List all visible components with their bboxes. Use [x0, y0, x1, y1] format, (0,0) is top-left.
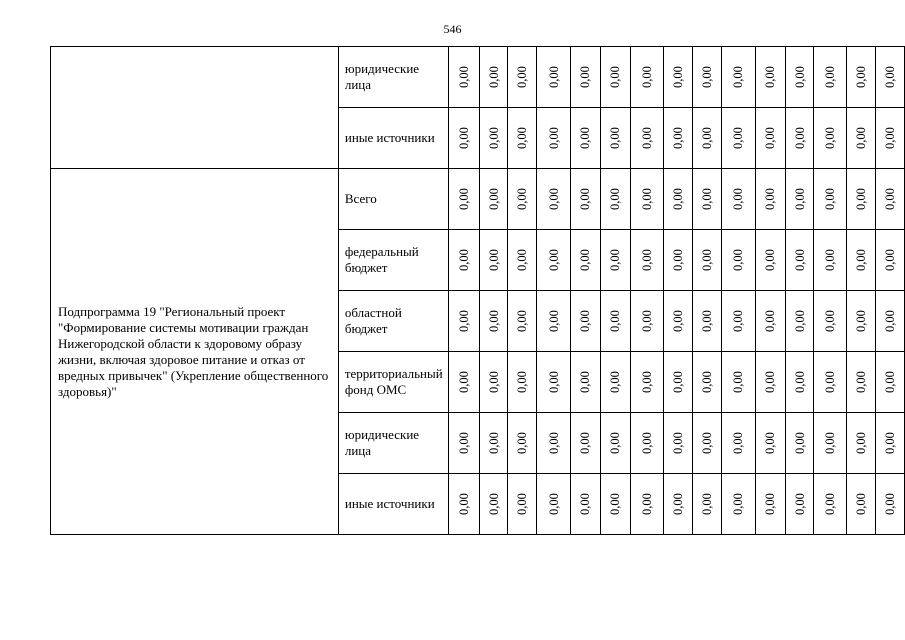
value-cell — [785, 291, 814, 352]
value-text: 0,00 — [854, 310, 869, 332]
value-cell — [448, 413, 480, 474]
value-text: 0,00 — [486, 188, 501, 210]
value-text: 0,00 — [457, 66, 472, 88]
value-cell — [508, 108, 537, 169]
value-text: 0,00 — [883, 432, 898, 454]
value-text: 0,00 — [486, 66, 501, 88]
value-text: 0,00 — [792, 249, 807, 271]
value-cell — [600, 352, 630, 413]
value-cell — [480, 169, 508, 230]
table-body — [51, 47, 905, 535]
value-cell — [480, 108, 508, 169]
value-text: 0,00 — [608, 371, 623, 393]
value-cell — [693, 108, 722, 169]
value-text: 0,00 — [457, 310, 472, 332]
value-text: 0,00 — [457, 493, 472, 515]
value-cell — [876, 47, 905, 108]
value-cell — [755, 291, 785, 352]
value-cell — [630, 413, 664, 474]
value-text: 0,00 — [608, 310, 623, 332]
value-text: 0,00 — [792, 371, 807, 393]
value-text: 0,00 — [457, 127, 472, 149]
value-text: 0,00 — [578, 310, 593, 332]
value-cell — [847, 169, 876, 230]
value-cell — [480, 413, 508, 474]
value-text: 0,00 — [731, 66, 746, 88]
value-text: 0,00 — [792, 66, 807, 88]
value-text: 0,00 — [457, 249, 472, 271]
value-text: 0,00 — [486, 371, 501, 393]
value-text: 0,00 — [700, 310, 715, 332]
value-text: 0,00 — [700, 493, 715, 515]
value-cell — [755, 413, 785, 474]
value-text: 0,00 — [700, 249, 715, 271]
value-cell — [664, 474, 693, 535]
value-text: 0,00 — [515, 66, 530, 88]
value-cell — [785, 352, 814, 413]
value-text: 0,00 — [763, 371, 778, 393]
value-text: 0,00 — [639, 310, 654, 332]
value-text: 0,00 — [823, 127, 838, 149]
value-text: 0,00 — [731, 371, 746, 393]
value-cell — [693, 352, 722, 413]
value-text: 0,00 — [608, 432, 623, 454]
value-cell — [570, 230, 600, 291]
value-text: 0,00 — [608, 127, 623, 149]
value-text: 0,00 — [792, 432, 807, 454]
value-text: 0,00 — [639, 432, 654, 454]
value-cell — [876, 291, 905, 352]
value-text: 0,00 — [883, 66, 898, 88]
value-cell — [664, 291, 693, 352]
value-cell — [722, 230, 756, 291]
value-cell — [480, 352, 508, 413]
value-text: 0,00 — [883, 310, 898, 332]
value-text: 0,00 — [515, 310, 530, 332]
value-cell — [814, 413, 847, 474]
value-text: 0,00 — [546, 310, 561, 332]
value-cell — [755, 169, 785, 230]
value-cell — [537, 352, 571, 413]
value-text: 0,00 — [546, 188, 561, 210]
value-cell — [664, 352, 693, 413]
value-text: 0,00 — [671, 127, 686, 149]
value-cell — [847, 47, 876, 108]
value-cell — [722, 474, 756, 535]
value-cell — [814, 230, 847, 291]
value-cell — [876, 108, 905, 169]
value-cell — [508, 169, 537, 230]
value-cell — [693, 291, 722, 352]
value-text: 0,00 — [792, 310, 807, 332]
value-text: 0,00 — [671, 249, 686, 271]
value-text: 0,00 — [546, 493, 561, 515]
funding-source-cell: областной бюджет — [338, 291, 448, 352]
value-text: 0,00 — [608, 188, 623, 210]
value-text: 0,00 — [457, 432, 472, 454]
value-text: 0,00 — [731, 249, 746, 271]
value-cell — [876, 352, 905, 413]
value-text: 0,00 — [823, 371, 838, 393]
value-cell — [785, 169, 814, 230]
value-text: 0,00 — [763, 188, 778, 210]
value-cell — [722, 413, 756, 474]
value-text: 0,00 — [515, 249, 530, 271]
value-text: 0,00 — [823, 493, 838, 515]
value-text: 0,00 — [671, 432, 686, 454]
value-cell — [814, 474, 847, 535]
value-text: 0,00 — [731, 127, 746, 149]
value-text: 0,00 — [763, 66, 778, 88]
value-cell — [664, 413, 693, 474]
value-text: 0,00 — [578, 66, 593, 88]
value-cell — [722, 291, 756, 352]
value-cell — [448, 169, 480, 230]
value-text: 0,00 — [731, 432, 746, 454]
value-text: 0,00 — [731, 188, 746, 210]
value-text: 0,00 — [639, 371, 654, 393]
value-cell — [847, 474, 876, 535]
value-text: 0,00 — [792, 493, 807, 515]
value-cell — [600, 230, 630, 291]
value-cell — [814, 352, 847, 413]
value-cell — [847, 413, 876, 474]
value-cell — [693, 474, 722, 535]
value-text: 0,00 — [763, 310, 778, 332]
value-cell — [600, 47, 630, 108]
value-text: 0,00 — [700, 188, 715, 210]
value-cell — [537, 474, 571, 535]
funding-source-cell: Всего — [338, 169, 448, 230]
value-text: 0,00 — [546, 432, 561, 454]
value-text: 0,00 — [854, 432, 869, 454]
value-cell — [448, 352, 480, 413]
value-text: 0,00 — [854, 188, 869, 210]
value-cell — [448, 230, 480, 291]
value-text: 0,00 — [546, 66, 561, 88]
value-cell — [630, 108, 664, 169]
value-text: 0,00 — [854, 249, 869, 271]
value-text: 0,00 — [671, 310, 686, 332]
value-text: 0,00 — [823, 249, 838, 271]
value-cell — [480, 230, 508, 291]
value-text: 0,00 — [578, 127, 593, 149]
value-cell — [847, 352, 876, 413]
value-text: 0,00 — [515, 432, 530, 454]
value-text: 0,00 — [823, 310, 838, 332]
value-text: 0,00 — [515, 127, 530, 149]
value-cell — [600, 474, 630, 535]
value-text: 0,00 — [608, 66, 623, 88]
value-text: 0,00 — [578, 188, 593, 210]
value-cell — [537, 413, 571, 474]
value-cell — [630, 474, 664, 535]
value-text: 0,00 — [639, 249, 654, 271]
value-cell — [847, 291, 876, 352]
value-text: 0,00 — [700, 66, 715, 88]
value-text: 0,00 — [546, 127, 561, 149]
value-text: 0,00 — [823, 432, 838, 454]
value-text: 0,00 — [763, 127, 778, 149]
funding-source-cell: иные источники — [338, 108, 448, 169]
value-cell — [630, 47, 664, 108]
value-text: 0,00 — [578, 493, 593, 515]
value-cell — [448, 108, 480, 169]
value-text: 0,00 — [854, 66, 869, 88]
value-cell — [570, 47, 600, 108]
program-cell: Подпрограмма 19 "Региональный проект "Формирование системы мотивации граждан Нижегородской области к здоровому образу жизни, включая здоровое питание и отказ от вредных привычек" (Укрепление общественного здоровья)" — [51, 169, 339, 535]
value-text: 0,00 — [792, 188, 807, 210]
value-cell — [785, 413, 814, 474]
value-text: 0,00 — [608, 249, 623, 271]
value-text: 0,00 — [671, 188, 686, 210]
value-text: 0,00 — [700, 127, 715, 149]
value-cell — [755, 352, 785, 413]
funding-source-cell: федеральный бюджет — [338, 230, 448, 291]
table-row — [51, 47, 905, 108]
value-cell — [600, 108, 630, 169]
value-cell — [785, 230, 814, 291]
value-text: 0,00 — [763, 493, 778, 515]
value-text: 0,00 — [578, 249, 593, 271]
value-text: 0,00 — [457, 371, 472, 393]
value-cell — [876, 169, 905, 230]
value-cell — [693, 47, 722, 108]
value-text: 0,00 — [823, 188, 838, 210]
value-text: 0,00 — [486, 493, 501, 515]
value-text: 0,00 — [486, 249, 501, 271]
value-cell — [570, 169, 600, 230]
value-cell — [847, 230, 876, 291]
value-text: 0,00 — [854, 127, 869, 149]
value-cell — [480, 47, 508, 108]
value-text: 0,00 — [792, 127, 807, 149]
value-text: 0,00 — [700, 371, 715, 393]
value-cell — [630, 169, 664, 230]
value-cell — [630, 230, 664, 291]
value-text: 0,00 — [883, 493, 898, 515]
value-cell — [508, 352, 537, 413]
value-cell — [664, 108, 693, 169]
value-cell — [630, 291, 664, 352]
value-text: 0,00 — [578, 432, 593, 454]
value-text: 0,00 — [731, 493, 746, 515]
value-text: 0,00 — [608, 493, 623, 515]
value-text: 0,00 — [883, 249, 898, 271]
value-cell — [876, 474, 905, 535]
value-text: 0,00 — [883, 188, 898, 210]
value-cell — [755, 474, 785, 535]
value-cell — [693, 169, 722, 230]
value-cell — [600, 169, 630, 230]
value-text: 0,00 — [515, 188, 530, 210]
value-text: 0,00 — [515, 371, 530, 393]
value-text: 0,00 — [854, 371, 869, 393]
value-text: 0,00 — [671, 66, 686, 88]
value-cell — [508, 291, 537, 352]
value-text: 0,00 — [700, 432, 715, 454]
value-cell — [448, 291, 480, 352]
value-cell — [664, 230, 693, 291]
value-text: 0,00 — [763, 249, 778, 271]
value-cell — [630, 352, 664, 413]
value-cell — [508, 230, 537, 291]
value-text: 0,00 — [578, 371, 593, 393]
value-cell — [537, 230, 571, 291]
value-cell — [814, 47, 847, 108]
value-cell — [448, 47, 480, 108]
value-cell — [876, 230, 905, 291]
value-cell — [847, 108, 876, 169]
value-cell — [693, 413, 722, 474]
value-cell — [664, 47, 693, 108]
value-text: 0,00 — [515, 493, 530, 515]
value-cell — [785, 474, 814, 535]
value-text: 0,00 — [883, 127, 898, 149]
value-cell — [693, 230, 722, 291]
value-text: 0,00 — [823, 66, 838, 88]
value-cell — [814, 169, 847, 230]
value-text: 0,00 — [763, 432, 778, 454]
program-cell — [51, 47, 339, 169]
value-cell — [600, 413, 630, 474]
funding-table — [50, 46, 905, 535]
value-cell — [448, 474, 480, 535]
value-cell — [570, 352, 600, 413]
value-cell — [537, 291, 571, 352]
value-cell — [480, 474, 508, 535]
value-cell — [755, 108, 785, 169]
value-cell — [785, 47, 814, 108]
value-text: 0,00 — [854, 493, 869, 515]
value-cell — [722, 47, 756, 108]
value-cell — [814, 108, 847, 169]
value-cell — [570, 474, 600, 535]
value-cell — [508, 47, 537, 108]
value-text: 0,00 — [671, 371, 686, 393]
table-row — [51, 169, 905, 230]
funding-source-cell: территориальный фонд ОМС — [338, 352, 448, 413]
value-text: 0,00 — [486, 432, 501, 454]
value-text: 0,00 — [546, 249, 561, 271]
value-cell — [480, 291, 508, 352]
value-text: 0,00 — [639, 127, 654, 149]
value-text: 0,00 — [883, 371, 898, 393]
value-text: 0,00 — [731, 310, 746, 332]
value-cell — [600, 291, 630, 352]
value-text: 0,00 — [639, 188, 654, 210]
value-text: 0,00 — [639, 493, 654, 515]
value-text: 0,00 — [457, 188, 472, 210]
value-cell — [814, 291, 847, 352]
value-text: 0,00 — [639, 66, 654, 88]
value-cell — [508, 413, 537, 474]
value-text: 0,00 — [486, 127, 501, 149]
value-cell — [722, 169, 756, 230]
value-text: 0,00 — [671, 493, 686, 515]
value-cell — [755, 230, 785, 291]
value-cell — [537, 169, 571, 230]
value-cell — [570, 108, 600, 169]
value-cell — [876, 413, 905, 474]
value-cell — [755, 47, 785, 108]
value-cell — [722, 352, 756, 413]
funding-source-cell: иные источники — [338, 474, 448, 535]
value-cell — [508, 474, 537, 535]
page-number: 546 — [443, 22, 462, 36]
value-text: 0,00 — [486, 310, 501, 332]
value-cell — [570, 413, 600, 474]
value-cell — [785, 108, 814, 169]
value-cell — [537, 108, 571, 169]
value-text: 0,00 — [546, 371, 561, 393]
funding-source-cell: юридические лица — [338, 47, 448, 108]
value-cell — [537, 47, 571, 108]
funding-source-cell: юридические лица — [338, 413, 448, 474]
value-cell — [570, 291, 600, 352]
value-cell — [664, 169, 693, 230]
value-cell — [722, 108, 756, 169]
